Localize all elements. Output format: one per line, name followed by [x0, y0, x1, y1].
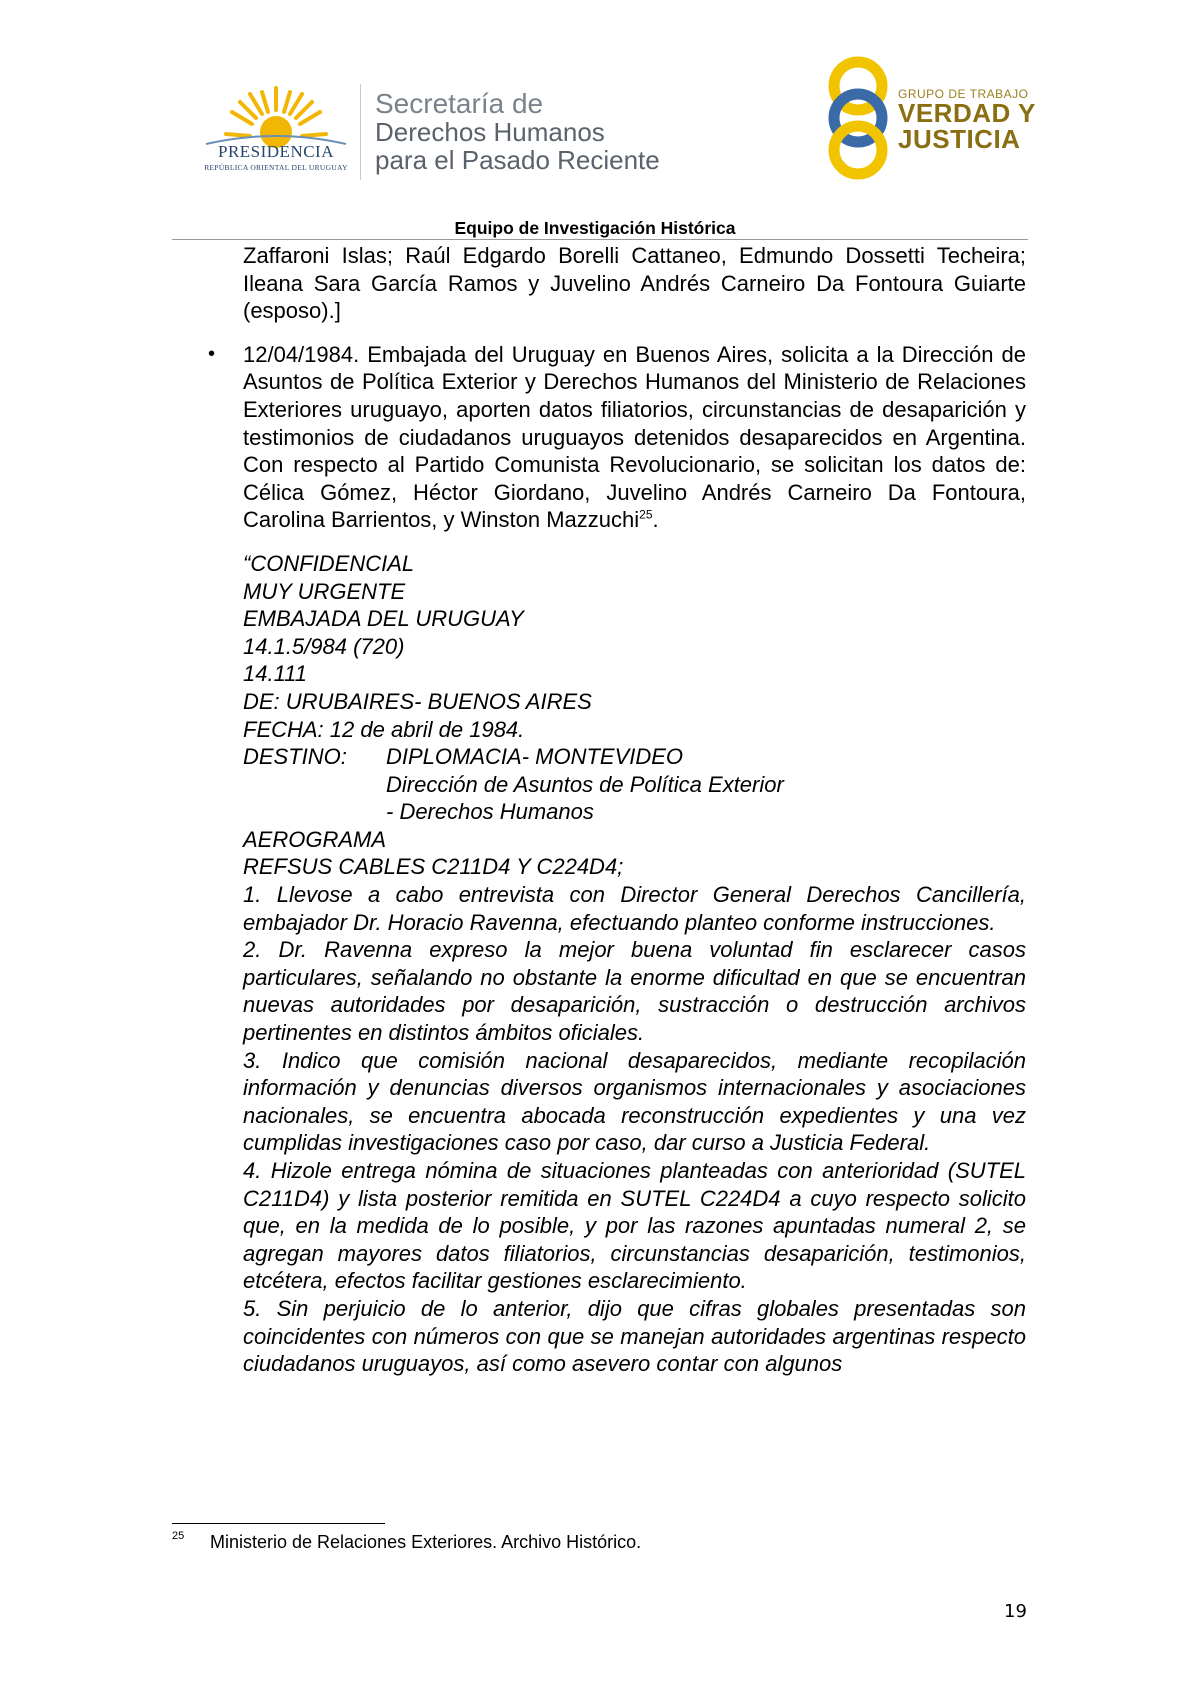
- memo-line: 14.1.5/984 (720): [243, 633, 405, 659]
- justicia-label: JUSTICIA: [898, 124, 1021, 154]
- presidencia-wordmark: [196, 142, 356, 172]
- memo-line: MUY URGENTE: [243, 578, 406, 604]
- footnote-rule: [172, 1523, 385, 1524]
- footnote-ref[interactable]: 25: [639, 508, 653, 523]
- memo-paragraph: 4. Hizole entrega nómina de situaciones planteadas con anterioridad (SUTEL C211D4) y lista posterior remitida en SUTEL C224D4 a cuyo respecto solicito que, en la medida de lo posible, y por las razones apuntadas numeral 2, se agregan mayores datos filiatorios, circunstancias desaparición, testimonios, etcétera, efectos facilitar gestiones esclarecimiento.: [243, 1158, 1026, 1294]
- page-body: [208, 242, 1026, 1378]
- memo-line: EMBAJADA DEL URUGUAY: [243, 606, 524, 632]
- memo-line: FECHA: 12 de abril de 1984.: [243, 716, 525, 742]
- verdad-label: VERDAD Y: [898, 98, 1036, 128]
- memo-paragraph: 1. Llevose a cabo entrevista con Director General Derechos Cancillería, embajador Dr. Horacio Ravenna, efectuando planteo conforme instrucciones.: [243, 882, 1026, 935]
- memo-paragraph: 3. Indico que comisión nacional desaparecidos, mediante recopilación información y denuncias diversos organismos internacionales y asociaciones nacionales, se encuentra abocada reconstrucción expedientes y una vez cumplidas investigaciones caso por caso, dar curso a Justicia Federal.: [243, 1047, 1026, 1156]
- memo-paragraph: 2. Dr. Ravenna expreso la mejor buena voluntad fin esclarecer casos particulares, señalando no obstante la enorme dificultad en que se encuentran nuevas autoridades por desaparición, sustracción o destrucción archivos pertinentes en distintos ámbitos oficiales.: [243, 937, 1026, 1046]
- footnote-number: 25: [172, 1530, 185, 1542]
- secretaria-line-3: para el Pasado Reciente: [375, 145, 660, 175]
- page-header: [0, 0, 1190, 240]
- page-number: 19: [1004, 1601, 1027, 1622]
- presidencia-name: PRESIDENCIA: [217, 142, 334, 161]
- secretaria-line-1: Secretaría de: [375, 88, 544, 119]
- secretaria-wordmark: [375, 90, 660, 174]
- presidencia-subtitle: REPÚBLICA ORIENTAL DEL URUGUAY: [204, 163, 348, 172]
- header-divider: [360, 84, 361, 180]
- verdad-justicia-wordmark: [898, 88, 1036, 152]
- bullet-paragraph: [243, 341, 1026, 534]
- intro-paragraph: Zaffaroni Islas; Raúl Edgardo Borelli Cattaneo, Edmundo Dossetti Techeira; Ileana Sara García Ramos y Juvelino Andrés Carneiro Da Fontoura Guiarte (esposo).]: [243, 243, 1026, 324]
- verdad-justicia-rings-logo: [820, 56, 910, 180]
- bullet-text: 12/04/1984. Embajada del Uruguay en Buenos Aires, solicita a la Dirección de Asuntos de Política Exterior y Derechos Humanos del Ministerio de Relaciones Exteriores uruguayo, aporten datos filiatorios, circunstancias de desaparición y testimonios de ciudadanos uruguayos detenidos desaparecidos en Argentina. Con respecto al Partido Comunista Revolucionario, se solicitan los datos de: Célica Gómez, Héctor Giordano, Juvelino Andrés Carneiro Da Fontoura, Carolina Barrientos, y Winston Mazzuchi: [243, 341, 1026, 533]
- memo-line: REFSUS CABLES C211D4 Y C224D4;: [243, 854, 624, 880]
- bullet-end: .: [652, 507, 659, 533]
- team-title: Equipo de Investigación Histórica: [454, 218, 736, 238]
- destino-line: Dirección de Asuntos de Política Exterior: [386, 771, 784, 797]
- memo-line: AEROGRAMA: [243, 826, 387, 852]
- destino-line: DIPLOMACIA- MONTEVIDEO: [386, 744, 684, 770]
- footnote-text: Ministerio de Relaciones Exteriores. Archivo Histórico.: [210, 1532, 642, 1552]
- grupo-trabajo-label: GRUPO DE TRABAJO: [898, 87, 1029, 101]
- cable-quote: [243, 550, 1026, 1378]
- memo-line: DE: URUBAIRES- BUENOS AIRES: [243, 688, 592, 714]
- destino-block: [243, 743, 1026, 826]
- destino-label: DESTINO:: [243, 744, 347, 770]
- header-rule: [172, 239, 1028, 240]
- list-item: [208, 341, 1026, 534]
- memo-line: “CONFIDENCIAL: [243, 550, 415, 576]
- memo-line: 14.111: [243, 661, 308, 687]
- secretaria-line-2: Derechos Humanos: [375, 117, 605, 147]
- memo-paragraph: 5. Sin perjuicio de lo anterior, dijo que cifras globales presentadas son coincidentes con números con que se manejan autoridades argentinas respecto ciudadanos uruguayos, así como asevero contar con algunos: [243, 1295, 1026, 1377]
- bullet-icon: •: [208, 342, 216, 365]
- destino-line: - Derechos Humanos: [386, 799, 594, 825]
